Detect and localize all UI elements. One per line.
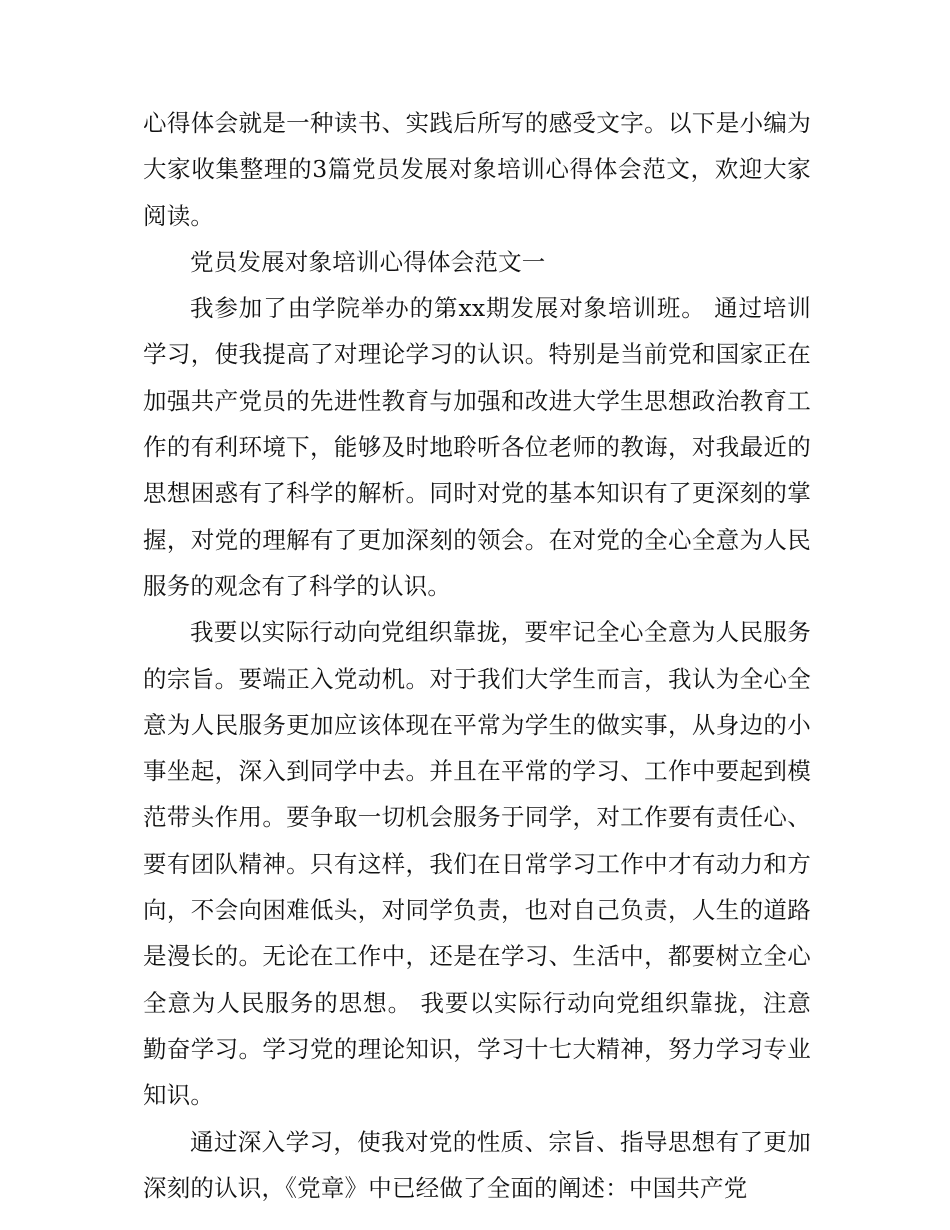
- paragraph-3: 通过深入学习，使我对党的性质、宗旨、指导思想有了更加深刻的认识，《党章》中已经做了全面的阐述：中国共产党: [143, 1127, 811, 1202]
- paragraph-1: 我参加了由学院举办的第xx期发展对象培训班。 通过培训学习，使我提高了对理论学习的认识。特别是当前党和国家正在加强共产党员的先进性教育与加强和改进大学生思想政治教育工作的有利环境下，能够及时地聆听各位老师的教诲，对我最近的思想困惑有了科学的解析。同时对党的基本知识有了更深刻的掌握，对党的理解有了更加深刻的领会。在对党的全心全意为人民服务的观念有了科学的认识。: [143, 294, 811, 600]
- paragraph-intro: 心得体会就是一种读书、实践后所写的感受文字。以下是小编为大家收集整理的3篇党员发展对象培训心得体会范文，欢迎大家阅读。: [143, 109, 811, 230]
- document-body: [143, 100, 811, 1211]
- section-heading: 党员发展对象培训心得体会范文一: [190, 247, 546, 276]
- paragraph-2: 我要以实际行动向党组织靠拢，要牢记全心全意为人民服务的宗旨。要端正入党动机。对于我们大学生而言，我认为全心全意为人民服务更加应该体现在平常为学生的做实事，从身边的小事坐起，深入到同学中去。并且在平常的学习、工作中要起到模范带头作用。要争取一切机会服务于同学，对工作要有责任心、要有团队精神。只有这样，我们在日常学习工作中才有动力和方向，不会向困难低头，对同学负责，也对自己负责，人生的道路是漫长的。无论在工作中，还是在学习、生活中，都要树立全心全意为人民服务的思想。 我要以实际行动向党组织靠拢，注意勤奋学习。学习党的理论知识，学习十七大精神，努力学习专业知识。: [143, 618, 811, 1110]
